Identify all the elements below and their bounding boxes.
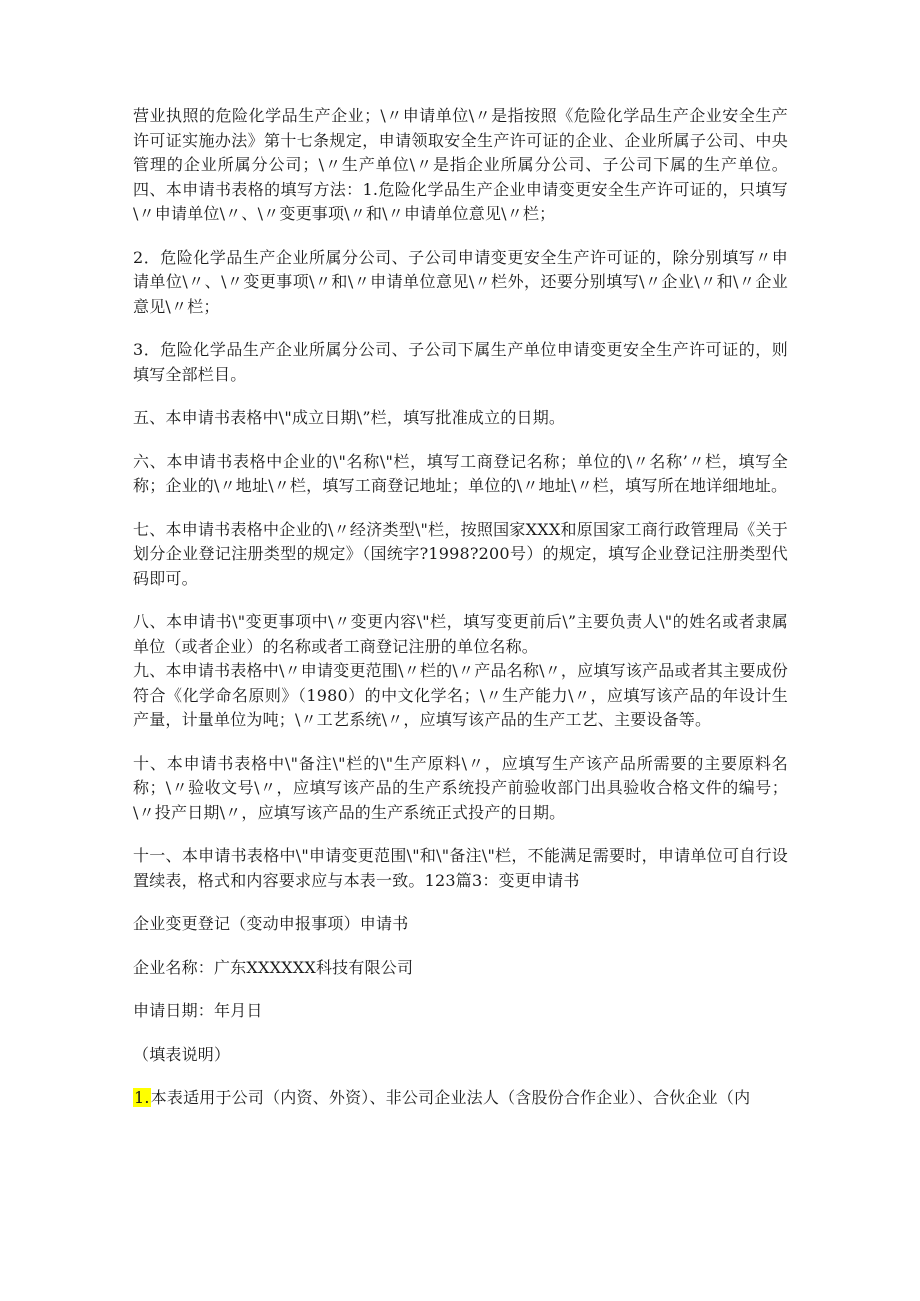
document-body [133, 104, 788, 1130]
application-date-line: 申请日期：年月日 [133, 1001, 263, 1020]
paragraph-item-3: 3．危险化学品生产企业所属分公司、子公司下属生产单位申请变更安全生产许可证的，则填写全部栏目。 [133, 340, 788, 384]
highlighted-item-number: 1. [134, 1088, 150, 1107]
paragraph-section-5: 五、本申请书表格中\"成立日期\”栏，填写批准成立的日期。 [133, 408, 566, 427]
paragraph-section-9: 九、本申请书表格中\〃申请变更范围\〃栏的\〃产品名称\〃，应填写该产品或者其主要成份符合《化学命名原则》（1980）的中文化学名；\〃生产能力\〃，应填写该产品的年设计生产量，计量单位为吨；\〃工艺系统\〃，应填写该产品的生产工艺、主要设备等。 [133, 661, 788, 729]
instruction-item-1 [133, 1086, 788, 1111]
instruction-item-1-text: 本表适用于公司（内资、外资）、非公司企业法人（含股份合作企业）、合伙企业（内 [150, 1088, 751, 1107]
paragraph-section-6: 六、本申请书表格中企业的\"名称\"栏，填写工商登记名称；单位的\〃名称’〃栏，填写全称；企业的\〃地址\〃栏，填写工商登记地址；单位的\〃地址\〃栏，填写所在地详细地址。 [133, 451, 788, 495]
paragraph-section-10: 十、本申请书表格中\"备注\"栏的\"生产原料\〃，应填写生产该产品所需要的主要原料名称；\〃验收文号\〃，应填写该产品的生产系统投产前验收部门出具验收合格文件的编号；\〃投产日期\〃，应填写该产品的生产系统正式投产的日期。 [133, 753, 788, 822]
form-title: 企业变更登记（变动申报事项）申请书 [133, 914, 409, 933]
paragraph-section-11: 十一、本申请书表格中\"申请变更范围\"和\"备注\"栏，不能满足需要时，申请单位可自行设置续表，格式和内容要求应与本表一致。123篇3：变更申请书 [133, 846, 788, 890]
paragraph-section-7: 七、本申请书表格中企业的\〃经济类型\"栏，按照国家XXX和原国家工商行政管理局《关于划分企业登记注册类型的规定》（国统字?1998?200号）的规定，填写企业登记注册类型代码即可。 [133, 519, 788, 588]
paragraph-section-8: 八、本申请书\"变更事项中\〃变更内容\"栏，填写变更前后\”主要负责人\"的姓名或者隶属单位（或者企业）的名称或者工商登记注册的单位名称。 [133, 612, 788, 656]
paragraph-item-2: 2．危险化学品生产企业所属分公司、子公司申请变更安全生产许可证的，除分别填写〃申请单位\〃、\〃变更事项\〃和\〃申请单位意见\〃栏外，还要分别填写\〃企业\〃和\〃企业意见\〃栏； [133, 247, 788, 316]
company-name-line: 企业名称：广东XXXXXX科技有限公司 [133, 957, 414, 977]
instructions-heading: （填表说明） [133, 1044, 231, 1064]
paragraph-applicant-definition: 营业执照的危险化学品生产企业；\〃申请单位\〃是指按照《危险化学品生产企业安全生产许可证实施办法》第十七条规定，申请领取安全生产许可证的企业、企业所属子公司、中央管理的企业所属分公司；\〃生产单位\〃是指企业所属分公司、子公司下属的生产单位。四、本申请书表格的填写方法：1.危险化学品生产企业申请变更安全生产许可证的，只填写\〃申请单位\〃、\〃变更事项\〃和\〃申请单位意见\〃栏； [133, 106, 788, 223]
